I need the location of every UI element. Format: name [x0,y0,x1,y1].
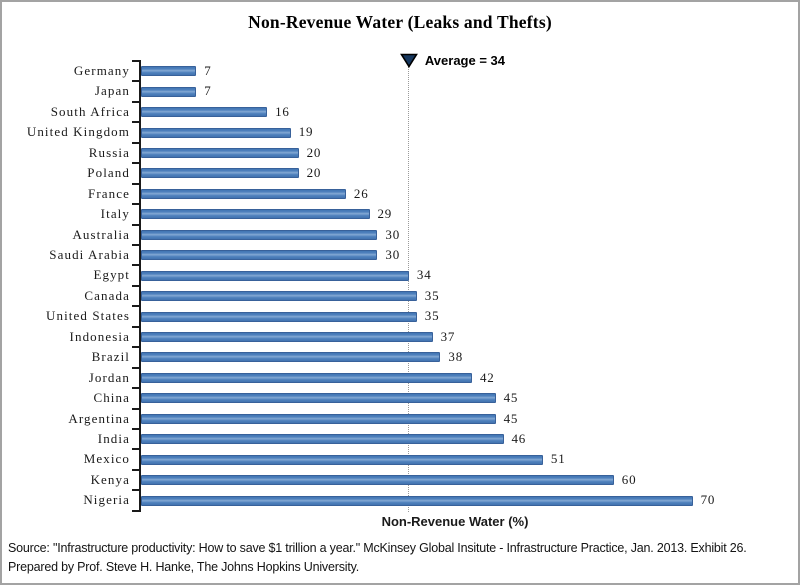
value-label: 35 [424,287,440,303]
value-label: 42 [480,369,495,385]
y-axis-tick [132,121,139,123]
bar [141,312,417,322]
bar [141,209,370,219]
y-axis-tick [132,387,139,389]
category-label: Nigeria [83,492,130,508]
y-axis-tick [132,142,139,144]
y-axis-tick [132,469,139,471]
y-axis-tick [132,448,139,450]
category-label: Argentina [68,410,130,426]
y-axis-tick [132,428,139,430]
category-label: Germany [73,62,130,78]
bar [141,475,614,485]
y-axis-tick [132,203,139,205]
bar [141,230,377,240]
value-label: 19 [298,124,314,140]
category-label: Saudi Arabia [49,246,130,262]
category-label: Japan [94,83,130,99]
average-marker-triangle-icon [400,53,418,68]
source-line-2: Prepared by Prof. Steve H. Hanke, The Johns Hopkins University. [8,559,359,574]
category-label: Australia [72,226,130,242]
category-label: India [97,431,130,446]
category-label: Russia [88,144,130,160]
bar [141,189,346,199]
bar [141,128,291,138]
value-label: 38 [448,349,463,365]
value-label: 35 [424,308,440,324]
category-label: United States [46,308,130,324]
source-line-1: Source: "Infrastructure productivity: How to save $1 trillion a year." McKinsey Global Insitute - Infrastructure Practice, Jan. 2013. Exhibit 26. [8,541,747,555]
y-axis-tick [132,305,139,307]
category-label: Brazil [91,349,130,365]
bar [141,87,196,97]
bar [141,332,433,342]
y-axis-tick [132,264,139,266]
value-label: 60 [621,471,637,487]
value-label: 45 [503,390,519,406]
category-label: France [88,185,130,201]
category-label: South Africa [50,103,130,119]
value-label: 26 [353,185,369,201]
category-label: Mexico [83,451,130,467]
value-label: 34 [416,267,432,283]
bar [141,107,267,117]
bar [141,393,496,403]
bar [141,373,472,383]
chart-title: Non-Revenue Water (Leaks and Thefts) [248,12,552,32]
y-axis-tick [132,285,139,287]
value-label: 30 [385,246,400,262]
y-axis-tick [132,101,139,103]
y-axis-tick [132,183,139,185]
y-axis-tick [132,510,139,512]
bar [141,434,504,444]
bar [141,496,693,506]
bar [141,414,496,424]
value-label: 37 [440,328,456,344]
category-label: Jordan [88,369,130,385]
bar-chart [2,2,798,583]
y-axis-tick [132,80,139,82]
value-label: 45 [503,410,519,426]
value-label: 16 [275,103,290,119]
y-axis-tick [132,60,139,62]
y-axis-tick [132,224,139,226]
category-label: Canada [84,287,130,303]
y-axis-tick [132,367,139,369]
bar [141,352,440,362]
value-label: 30 [385,226,400,242]
average-reference-line [408,66,409,512]
value-label: 20 [306,165,322,181]
x-axis-label: Non-Revenue Water (%) [381,514,529,529]
value-label: 70 [700,492,716,508]
bar [141,291,417,301]
category-label: Italy [100,206,130,222]
source-note [8,539,800,576]
y-axis-tick [132,489,139,491]
y-axis-tick [132,244,139,246]
category-label: Poland [87,165,130,181]
value-label: 46 [511,431,527,446]
bar [141,66,196,76]
average-label: Average = 34 [424,53,505,68]
category-label: China [93,390,130,406]
bar [141,271,409,281]
value-label: 51 [550,451,566,467]
y-axis-tick [132,408,139,410]
y-axis-tick [132,326,139,328]
value-label: 7 [204,62,212,78]
bar [141,250,377,260]
bar [141,148,299,158]
bar [141,168,299,178]
value-label: 7 [204,83,212,99]
category-label: Kenya [90,471,130,487]
bar [141,455,543,465]
category-label: Indonesia [69,328,130,344]
value-label: 20 [306,144,322,160]
y-axis-tick [132,162,139,164]
category-label: Egypt [93,267,130,283]
category-label: United Kingdom [26,124,130,140]
value-label: 29 [377,206,393,222]
y-axis-tick [132,346,139,348]
